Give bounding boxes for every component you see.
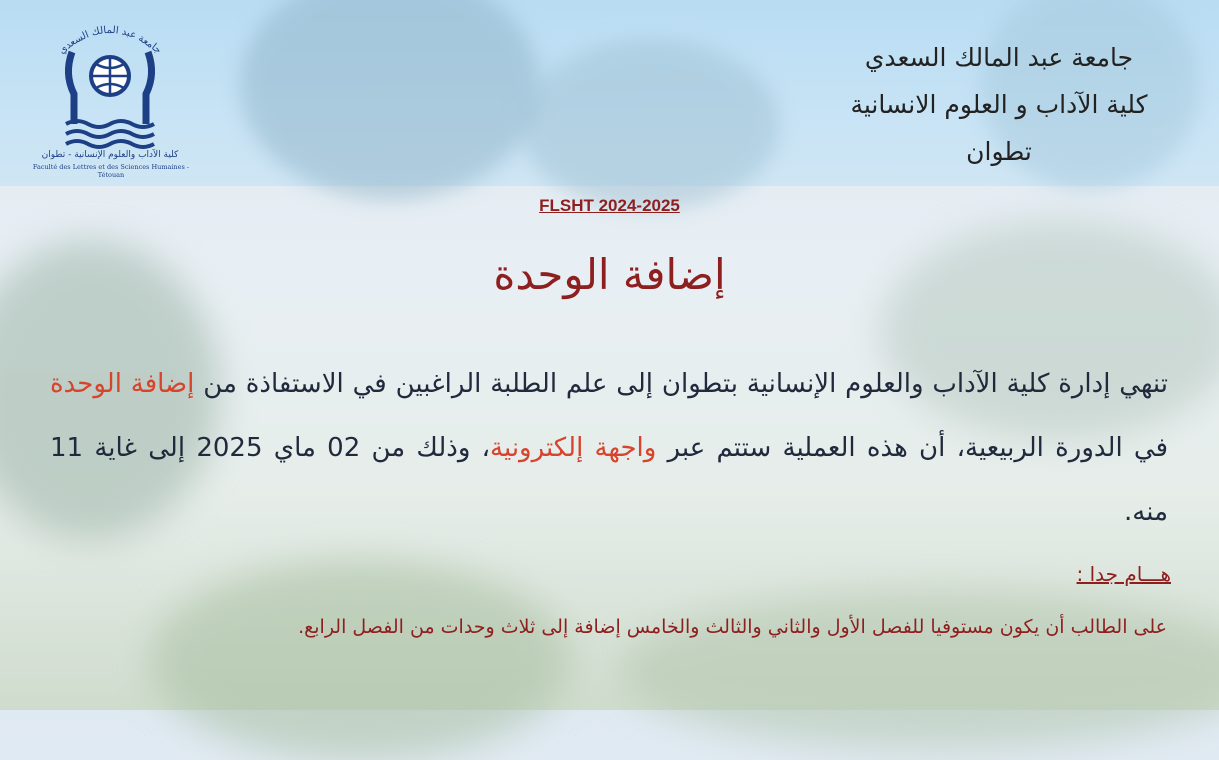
academic-year-label: FLSHT 2024-2025 <box>539 196 680 215</box>
logo-caption-arabic: كلية الآداب والعلوم الإنسانية - تطوان <box>41 150 179 160</box>
logo-arc-text: جامعة عبد المالك السعدي <box>56 24 164 57</box>
body-text-part1: تنهي إدارة كلية الآداب والعلوم الإنسانية بتطوان إلى علم الطلبة الراغبين في الاستفاذة من <box>194 369 1169 399</box>
header-banner <box>0 0 1219 186</box>
institution-name-block <box>819 34 1179 175</box>
important-label: هـــام جدا : <box>1076 562 1171 586</box>
highlight-online-interface: واجهة إلكترونية <box>490 433 657 463</box>
announcement-title: إضافة الوحدة <box>493 250 726 299</box>
announcement-body <box>50 352 1168 544</box>
body-text-part2: في الدورة الربيعية، أن هذه العملية ستتم عبر <box>656 433 1168 463</box>
city-name: تطوان <box>966 137 1032 166</box>
body-text-part3: ، وذلك من 02 ماي 2025 إلى غاية 11 منه. <box>50 433 1168 527</box>
eligibility-note: على الطالب أن يكون مستوفيا للفصل الأول والثاني والثالث والخامس إضافة إلى ثلاث وحدات من الفصل الرابع. <box>298 616 1167 638</box>
svg-text:جامعة عبد المالك السعدي <box>57 25 163 56</box>
faculty-name: كلية الآداب و العلوم الانسانية <box>850 90 1148 119</box>
highlight-unit-addition: إضافة الوحدة <box>50 369 195 399</box>
university-name: جامعة عبد المالك السعدي <box>864 43 1134 72</box>
logo-caption-french: Faculté des Lettres et des Sciences Humaines - Tétouan <box>32 163 190 179</box>
